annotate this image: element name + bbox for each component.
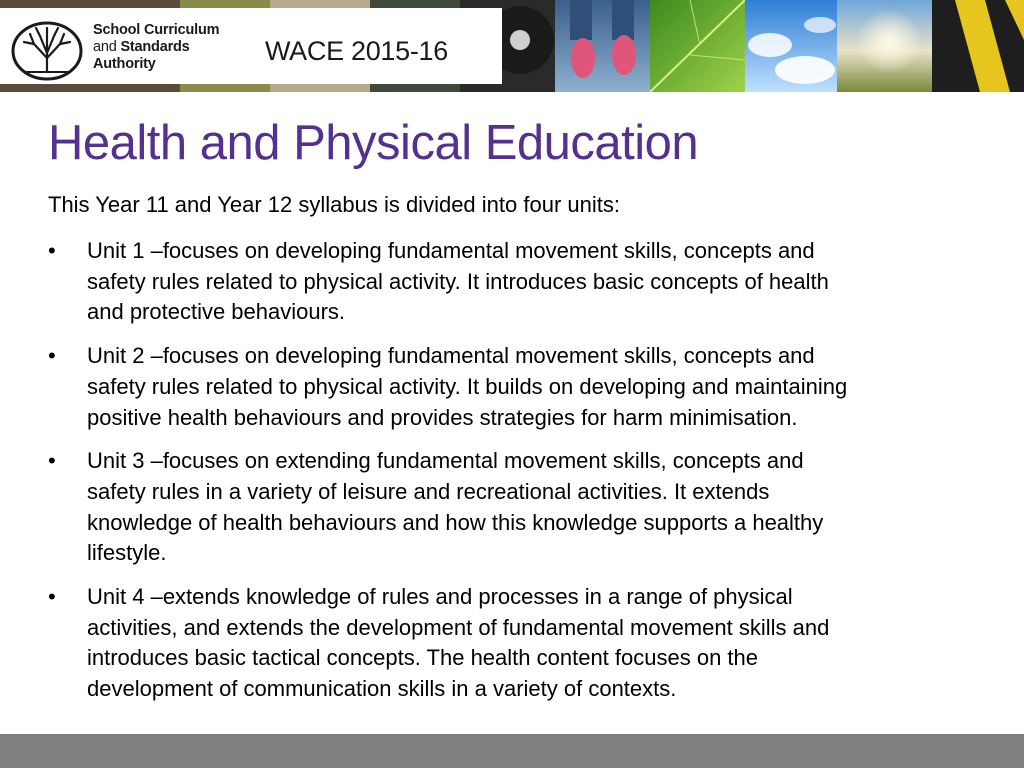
unit-line: safety rules related to physical activity. It builds on developing and maintaining — [87, 373, 848, 399]
unit-line: knowledge of health behaviours and how this knowledge supports a healthy — [87, 509, 824, 535]
unit-line: safety rules in a variety of leisure and recreational activities. It extends — [87, 478, 770, 504]
logo-line-1: School Curriculum — [93, 22, 220, 38]
unit-item-1 — [48, 236, 988, 328]
program-title: WACE 2015-16 — [265, 36, 448, 66]
unit-item-2 — [48, 341, 988, 433]
logo-line-2b: Standards — [120, 39, 190, 55]
unit-line: activities, and extends the development of fundamental movement skills and — [87, 614, 830, 640]
bullet-icon: • — [48, 343, 56, 369]
unit-line: development of communication skills in a variety of contexts. — [87, 676, 677, 702]
logo-line-3: Authority — [93, 56, 156, 72]
header-banner — [0, 0, 1024, 92]
unit-item-4 — [48, 582, 988, 705]
unit-item-3 — [48, 446, 988, 569]
bullet-icon: • — [48, 448, 56, 474]
slide-title: Health and Physical Education — [48, 116, 699, 170]
unit-line: and protective behaviours. — [87, 299, 346, 325]
unit-line: Unit 4 –extends knowledge of rules and processes in a range of physical — [87, 584, 793, 610]
intro-text: This Year 11 and Year 12 syllabus is divided into four units: — [48, 192, 620, 217]
bullet-icon: • — [48, 238, 56, 263]
unit-line: introduces basic tactical concepts. The health content focuses on the — [87, 645, 758, 671]
unit-line: lifestyle. — [87, 540, 167, 566]
bullet-icon: • — [48, 584, 56, 610]
organisation-name — [93, 22, 219, 73]
footer-bar — [0, 734, 1024, 768]
unit-line: safety rules related to physical activity. It introduces basic concepts of health — [87, 268, 829, 294]
logo-line-2a: and — [93, 39, 117, 55]
unit-line: Unit 1 –focuses on developing fundamental movement skills, concepts and — [87, 238, 815, 263]
unit-line: positive health behaviours and provides strategies for harm minimisation. — [87, 404, 798, 430]
unit-line: Unit 3 –focuses on extending fundamental movement skills, concepts and — [87, 448, 804, 474]
unit-line: Unit 2 –focuses on developing fundamental movement skills, concepts and — [87, 343, 815, 369]
unit-list — [48, 236, 988, 718]
tree-logo-icon — [10, 20, 84, 82]
logo-panel — [0, 8, 502, 84]
